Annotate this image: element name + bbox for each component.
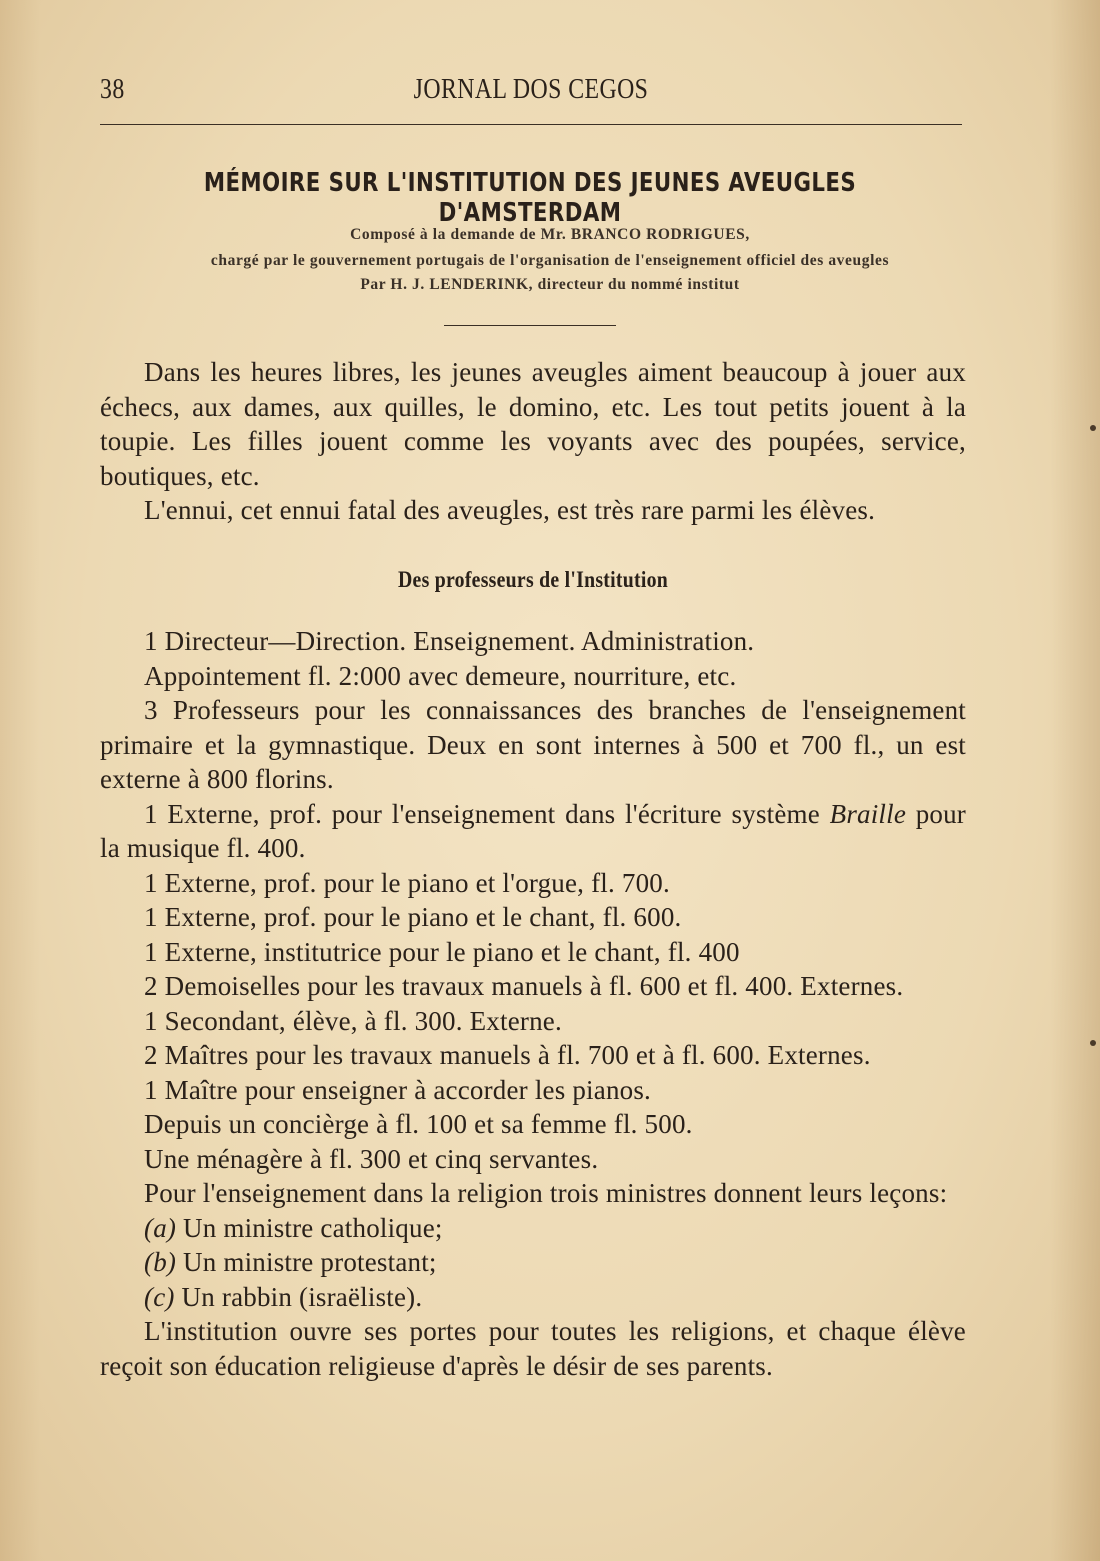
list-item-text: Un ministre protestant; [183, 1247, 437, 1277]
journal-title: JORNAL DOS CEGOS [413, 74, 649, 105]
list-item-text: pour la musique fl. 400. [100, 798, 966, 863]
list-item: 1 Externe, prof. pour le piano et le chant, fl. 600. [144, 902, 682, 932]
braille-term: Braille [829, 798, 907, 829]
list-marker: (b) [144, 1247, 177, 1277]
byline-line-3: Par H. J. LENDERINK, directeur du nommé institut [360, 276, 740, 293]
list-marker: (a) [144, 1212, 177, 1243]
staff-list [100, 624, 966, 1383]
paragraph: L'ennui, cet ennui fatal des aveugles, est très rare parmi les élèves. [144, 495, 876, 525]
list-item: 1 Externe, prof. pour le piano et l'orgue, fl. 700. [144, 867, 670, 898]
page-number: 38 [100, 74, 125, 105]
list-item: 1 Secondant, élève, à fl. 300. Externe. [144, 1005, 562, 1036]
list-item [100, 1211, 966, 1246]
print-speck [1090, 1040, 1096, 1046]
header-rule [100, 124, 962, 125]
list-item [100, 1245, 966, 1280]
running-head [100, 74, 962, 114]
list-item-text: 1 Externe, prof. pour l'enseignement dans l'écriture système [144, 798, 820, 829]
list-item: Une ménagère à fl. 300 et cinq servantes. [144, 1143, 599, 1174]
list-item-text: Un rabbin (israëliste). [181, 1281, 423, 1312]
list-item: 3 Professeurs pour les connaissances des branches de l'enseignement primaire et la gymnastique. Deux en sont internes à 500 et 700 fl., un est externe à 800 florins. [100, 695, 966, 794]
print-speck [1090, 425, 1096, 431]
intro-text [100, 355, 966, 528]
list-item: 1 Directeur—Direction. Enseignement. Administration. [144, 626, 755, 656]
list-marker: (c) [144, 1281, 175, 1312]
list-item: 2 Maîtres pour les travaux manuels à fl. 700 et à fl. 600. Externes. [144, 1040, 871, 1070]
article-title: MÉMOIRE SUR L'INSTITUTION DES JEUNES AVEUGLES D'AMSTERDAM [203, 168, 857, 228]
list-item: Depuis un concièrge à fl. 100 et sa femme fl. 500. [144, 1109, 693, 1139]
list-item [100, 1280, 966, 1315]
section-heading: Des professeurs de l'Institution [397, 567, 668, 592]
byline-line-1: Composé à la demande de Mr. BRANCO RODRIGUES, [350, 226, 750, 243]
byline-line-2: chargé par le gouvernement portugais de l'organisation de l'enseignement officiel des aveugles [210, 252, 890, 269]
list-item [100, 797, 966, 866]
list-item: 1 Externe, institutrice pour le piano et le chant, fl. 400 [144, 936, 740, 967]
list-item-text: Un ministre catholique; [183, 1212, 443, 1243]
list-item: Appointement fl. 2:000 avec demeure, nourriture, etc. [144, 660, 737, 691]
title-separator-rule [444, 325, 616, 326]
list-item: Pour l'enseignement dans la religion trois ministres donnent leurs leçons: [144, 1178, 948, 1208]
list-item: 2 Demoiselles pour les travaux manuels à fl. 600 et fl. 400. Externes. [144, 971, 904, 1001]
list-item: L'institution ouvre ses portes pour toutes les religions, et chaque élève reçoit son éducation religieuse d'après le désir de ses parents. [100, 1316, 966, 1381]
paragraph: Dans les heures libres, les jeunes aveugles aiment beaucoup à jouer aux échecs, aux dames, aux quilles, le domino, etc. Les tout petits jouent à la toupie. Les filles jouent comme les voyants avec des poupées, service, boutiques, etc. [100, 357, 966, 491]
list-item: 1 Maître pour enseigner à accorder les pianos. [144, 1074, 651, 1105]
